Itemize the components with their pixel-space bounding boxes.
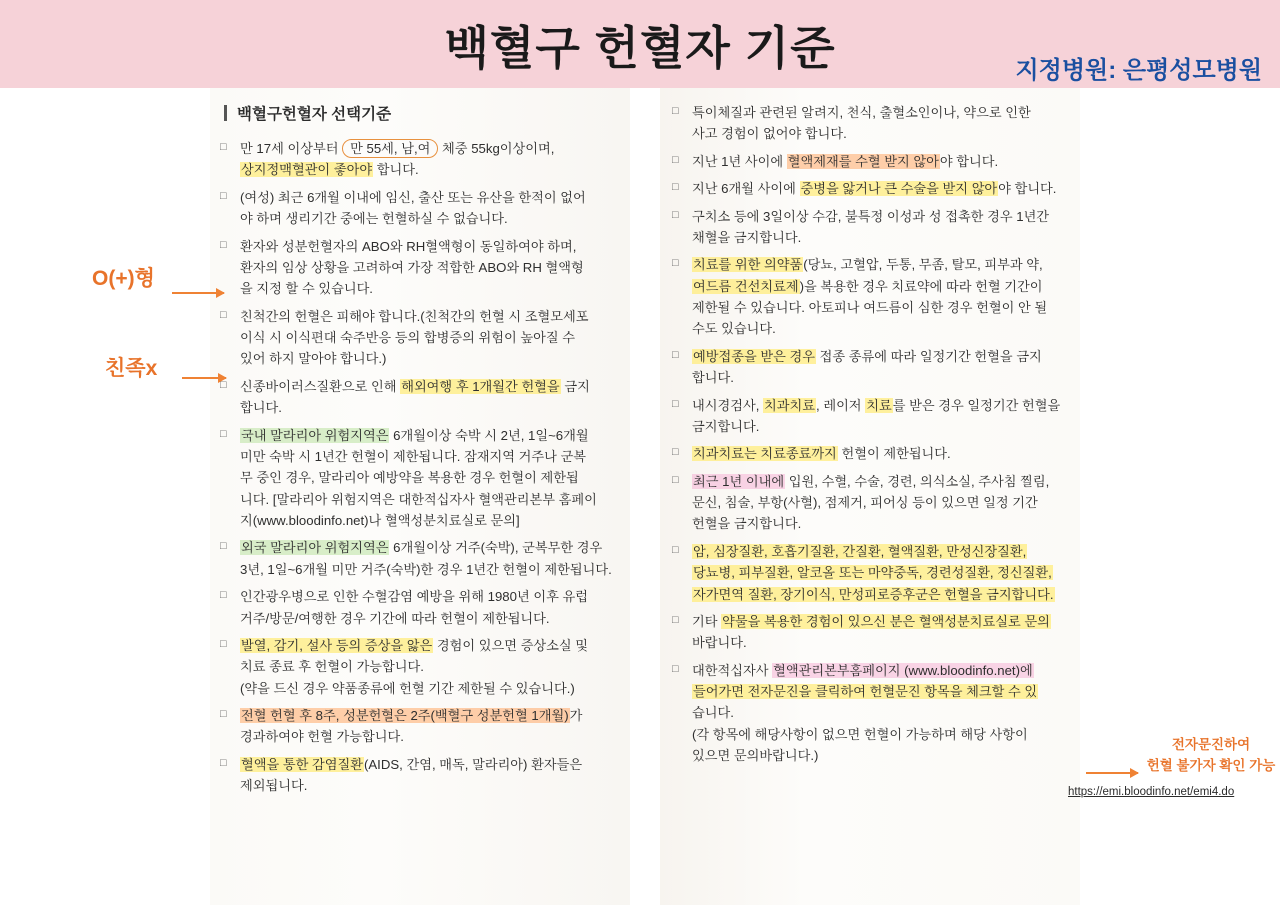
criteria-item-text: 혈액을 통한 감염질환(AIDS, 간염, 매독, 말라리아) 환자들은 제외됩니다. [240, 756, 583, 794]
criteria-item-text: 신종바이러스질환으로 인해 해외여행 후 1개월간 헌혈을 금지 합니다. [240, 378, 590, 416]
checkbox-icon: □ [220, 308, 227, 321]
criteria-item-text: 지난 1년 사이에 혈액제재를 수혈 받지 않아야 합니다. [692, 153, 999, 169]
checkbox-icon: □ [672, 208, 679, 221]
criteria-item [220, 236, 620, 300]
checkbox-icon: □ [220, 427, 227, 440]
annotation-arrow-relative [182, 377, 226, 379]
criteria-item [220, 187, 620, 230]
criteria-list-left [220, 138, 620, 797]
checkbox-icon: □ [220, 708, 227, 720]
checkbox-icon: □ [220, 189, 227, 202]
criteria-item-text: 외국 말라리아 위험지역은 6개월이상 거주(숙박), 군복무한 경우 3년, 1일~6개월 미만 거주(숙박)한 경우 1년간 헌혈이 제한됩니다. [240, 540, 612, 577]
annotation-e-questionnaire-line1: 전자문진하여 [1171, 737, 1251, 752]
checkbox-icon: □ [220, 141, 227, 153]
checkbox-icon: □ [220, 378, 227, 391]
criteria-item [220, 537, 620, 580]
criteria-item-text: 특이체질과 관련된 알려지, 천식, 출혈소인이나, 약으로 인한 사고 경험이 없어야 합니다. [692, 105, 1031, 142]
criteria-item [672, 346, 1072, 389]
criteria-item-text: 기타 약물을 복용한 경험이 있으신 분은 혈액성분치료실로 문의 바랍니다. [692, 613, 1050, 651]
criteria-item-text: 지난 6개월 사이에 중병을 앓거나 큰 수술을 받지 않아야 합니다. [692, 181, 1057, 197]
checkbox-icon: □ [220, 756, 227, 769]
scanned-document [0, 88, 1280, 905]
criteria-item [220, 376, 620, 419]
header-band [0, 0, 1280, 88]
criteria-item [220, 705, 620, 748]
criteria-item-text: 내시경검사, 치과치료, 레이저 치료를 받은 경우 일정기간 헌혈을 금지합니다. [692, 397, 1061, 434]
checkbox-icon: □ [220, 589, 227, 602]
criteria-item-text: 치료를 위한 의약품(당뇨, 고혈압, 두통, 무좀, 탈모, 피부과 약, 여드름 건선치료제)을 복용한 경우 치료약에 따라 헌혈 기간이 제한될 수 있습니다. 아토피나 여드름이 심한 경우 헌혈이 안 될 수도 있습니다. [692, 257, 1048, 337]
criteria-column-left [220, 88, 620, 803]
criteria-item-text: 발열, 감기, 설사 등의 증상을 앓은 경험이 있으면 증상소실 및 치료 종료 후 헌혈이 가능합니다. (약을 드신 경우 약품종류에 헌혈 기간 제한될 수 있습니다.) [240, 637, 589, 696]
section-title [224, 102, 620, 124]
criteria-item [672, 395, 1072, 438]
annotation-relative: 친족x [105, 357, 158, 380]
criteria-item-text: 예방접종을 받은 경우 접종 종류에 따라 일정기간 헌혈을 금지 합니다. [692, 348, 1042, 386]
page-title: 백혈구 헌혈자 기준 [444, 22, 836, 74]
criteria-item-text: (여성) 최근 6개월 이내에 임신, 출산 또는 유산을 한적이 없어 야 하며 생리기간 중에는 헌혈하실 수 없습니다. [240, 189, 586, 227]
criteria-item [672, 660, 1072, 767]
checkbox-icon: □ [672, 662, 679, 675]
annotation-blood-type: O(+)형 [92, 267, 155, 290]
checkbox-icon: □ [220, 637, 227, 650]
checkbox-icon: □ [672, 257, 679, 270]
section-title-text: 백혈구헌혈자 선택기준 [237, 106, 392, 123]
criteria-item [220, 138, 620, 181]
criteria-item [220, 425, 620, 532]
criteria-item-text: 최근 1년 이내에 입원, 수혈, 수술, 경련, 의식소실, 주사침 찔림, 문신, 침술, 부항(사혈), 점제거, 피어싱 등이 있으면 일정 기간 헌혈을 금지합니다. [692, 473, 1050, 532]
title-bar-icon [224, 105, 227, 121]
criteria-item [220, 586, 620, 629]
bloodinfo-link[interactable]: https://emi.bloodinfo.net/emi4.do [1068, 786, 1235, 798]
checkbox-icon: □ [672, 397, 679, 410]
criteria-item-text: 전혈 헌혈 후 8주, 성분헌혈은 2주(백혈구 성분헌혈 1개월)가 경과하여야 헌혈 가능합니다. [240, 708, 583, 745]
checkbox-icon: □ [672, 348, 679, 361]
checkbox-icon: □ [672, 446, 679, 459]
criteria-item [672, 102, 1072, 145]
criteria-item [672, 443, 1072, 464]
checkbox-icon: □ [672, 153, 679, 166]
criteria-item-text: 친척간의 헌혈은 피해야 합니다.(친척간의 헌혈 시 조혈모세포 이식 시 이식편대 숙주반응 등의 합병증의 위험이 높아질 수 있어 하지 말아야 합니다.) [240, 308, 589, 367]
criteria-item-text: 구치소 등에 3일이상 수감, 불특정 이성과 성 접촉한 경우 1년간 채혈을 금지합니다. [692, 208, 1050, 245]
criteria-item-text: 국내 말라리아 위험지역은 6개월이상 숙박 시 2년, 1일~6개월 미만 숙박 시 1년간 헌혈이 제한됩니다. 잠재지역 거주나 군복 무 중인 경우, 말라리아 예방약을 복용한 경우 헌혈이 제한됩 니다. [말라리아 위험지역은 대한적십자사 혈액관리본부 홈페이 지(www.bloodinfo.net)나 혈액성분치료실로 문의] [240, 427, 597, 528]
checkbox-icon: □ [672, 613, 679, 626]
designated-hospital-label: 지정병원: 은평성모병원 [1015, 57, 1262, 84]
checkbox-icon: □ [220, 238, 227, 251]
criteria-item [220, 306, 620, 370]
criteria-item [672, 178, 1072, 199]
criteria-item-text: 환자와 성분헌혈자의 ABO와 RH혈액형이 동일하여야 하며, 환자의 임상 상황을 고려하여 가장 적합한 ABO와 RH 혈액형 을 지정 할 수 있습니다. [240, 238, 584, 297]
checkbox-icon: □ [672, 473, 679, 486]
criteria-column-right [672, 88, 1072, 773]
annotation-e-questionnaire [1146, 735, 1276, 777]
criteria-item-text: 만 17세 이상부터 만 55세, 남,여 체중 55kg이상이며, 상지정맥혈관이 좋아야 합니다. [240, 141, 555, 178]
criteria-item [672, 151, 1072, 172]
checkbox-icon: □ [672, 181, 679, 194]
annotation-arrow-e-questionnaire [1086, 772, 1138, 774]
criteria-item-text: 인간광우병으로 인한 수혈감염 예방을 위해 1980년 이후 유럽 거주/방문/여행한 경우 기간에 따라 헌혈이 제한됩니다. [240, 589, 588, 626]
annotation-e-questionnaire-line2: 헌혈 불가자 확인 가능 [1146, 757, 1276, 773]
criteria-item-text: 암, 심장질환, 호흡기질환, 간질환, 혈액질환, 만성신장질환, 당뇨병, 피부질환, 알코올 또는 마약중독, 경련성질환, 정신질환, 자가면역 질환, 장기이식, 만성피로증후군은 헌혈을 금지합니다. [693, 543, 1054, 602]
criteria-item-text: 치과치료는 치료종료까지 헌혈이 제한됩니다. [693, 446, 951, 462]
checkbox-icon: □ [220, 540, 227, 553]
criteria-item [672, 471, 1072, 535]
criteria-item [672, 254, 1072, 340]
checkbox-icon: □ [672, 543, 679, 556]
criteria-item [672, 206, 1072, 249]
checkbox-icon: □ [672, 105, 679, 117]
criteria-item [672, 611, 1072, 654]
criteria-item [220, 635, 620, 699]
criteria-list-right [672, 102, 1072, 767]
criteria-item-text: 대한적십자사 혈액관리본부홈페이지 (www.bloodinfo.net)에 들어가면 전자문진을 클릭하여 헌혈문진 항목을 체크할 수 있 습니다. (각 항목에 해당사항이 없으면 헌혈이 가능하며 해당 사항이 있으면 문의바랍니다.) [692, 662, 1038, 764]
criteria-item [672, 541, 1072, 605]
criteria-item [220, 754, 620, 797]
annotation-arrow-blood-type [172, 292, 224, 294]
